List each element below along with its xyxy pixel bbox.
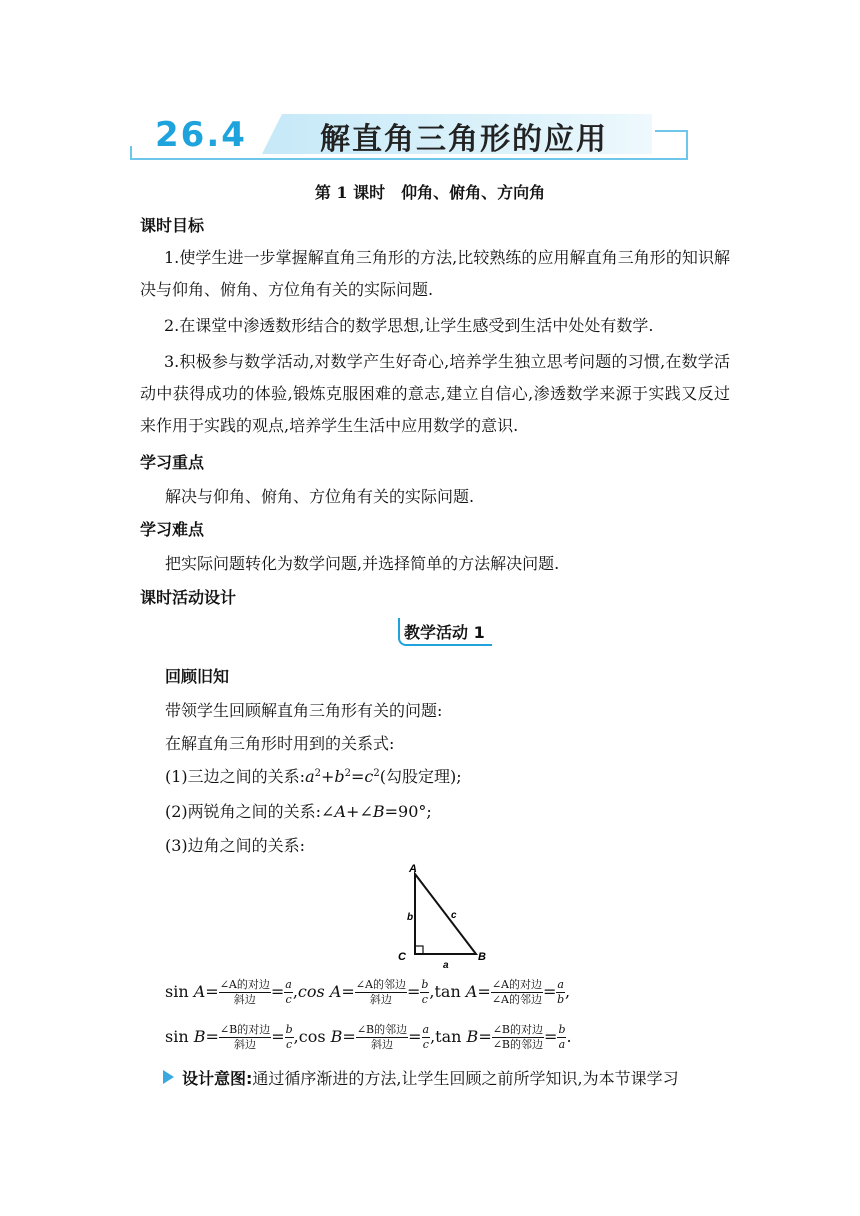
right-triangle-figure	[390, 858, 500, 970]
play-arrow-icon	[163, 1070, 174, 1084]
section-number: 26.4	[155, 115, 247, 155]
difficulties-heading: 学习难点	[140, 520, 205, 539]
side-c-label: c	[451, 910, 457, 921]
formula-row-b: sin B= $\frac{\text{∠B的对边}}{\text{斜边}}$ = $\frac{b}{c}$ ,cos B= $\frac{\text{∠B的邻边}}{\text{斜边}}$ = $\frac{a}{c}$ ,tan B= $\frac{\text{∠B的对边}}{\text{∠B的邻边}}$ = $\frac{b}{a}$ .	[165, 1023, 572, 1051]
objectives-heading: 课时目标	[140, 216, 205, 235]
objective-item-2: 2.在课堂中渗透数形结合的数学思想,让学生感受到生活中处处有数学.	[164, 316, 654, 335]
design-intent: 设计意图:通过循序渐进的方法,让学生回顾之前所学知识,为本节课学习	[182, 1069, 679, 1088]
activity-label: 教学活动 1	[404, 623, 485, 642]
lesson-title: 第 1 课时 仰角、俯角、方向角	[314, 183, 546, 202]
triangle-shape	[415, 874, 476, 954]
design-heading: 课时活动设计	[140, 588, 237, 607]
formula-row-a: sin A= $\frac{\text{∠A的对边}}{\text{斜边}}$ = $\frac{a}{c}$ ,cos A= $\frac{\text{∠A的邻边}}{\text{斜边}}$ = $\frac{b}{c}$ ,tan A= $\frac{\text{∠A的对边}}{\text{∠A的邻边}}$ = $\frac{a}{b}$ ,	[165, 978, 571, 1006]
key-points-text: 解决与仰角、俯角、方位角有关的实际问题.	[165, 487, 475, 506]
side-a-label: a	[443, 960, 449, 970]
header-frame-bottom	[130, 158, 686, 160]
vertex-a-label: A	[409, 863, 417, 875]
header-frame-right	[686, 130, 688, 160]
fraction: $\frac{\text{∠A的对边}}{\text{斜边}}$	[219, 978, 270, 1006]
objective-item-1: 1.使学生进一步掌握解直角三角形的方法,比较熟练的应用解直角三角形的知识解决与仰角、俯角、方位角有关的实际问题.	[140, 248, 730, 299]
section-title: 解直角三角形的应用	[320, 122, 608, 157]
vertex-b-label: B	[478, 951, 486, 963]
header-frame-top	[655, 130, 688, 132]
review-line-3: (1)三边之间的关系$:a^2+b^2=c^2$(勾股定理);	[165, 767, 462, 786]
review-line-1: 带领学生回顾解直角三角形有关的问题:	[165, 701, 443, 720]
right-angle-mark	[415, 946, 423, 954]
vertex-c-label: C	[398, 951, 406, 963]
review-line-2: 在解直角三角形时用到的关系式:	[165, 734, 395, 753]
review-line-5: (3)边角之间的关系:	[165, 836, 306, 855]
key-points-heading: 学习重点	[140, 453, 205, 472]
objective-item-3: 3.积极参与数学活动,对数学产生好奇心,培养学生独立思考问题的习惯,在数学活动中获得成功的体验,锻炼克服困难的意志,建立自信心,渗透数学来源于实践又反过来作用于实践的观点,培养学生生活中应用数学的意识.	[140, 352, 730, 435]
difficulties-text: 把实际问题转化为数学问题,并选择简单的方法解决问题.	[165, 554, 560, 573]
side-b-label: b	[407, 912, 414, 923]
review-heading: 回顾旧知	[165, 667, 230, 686]
review-line-4: (2)两锐角之间的关系:∠A+∠B=90°;	[165, 802, 432, 821]
